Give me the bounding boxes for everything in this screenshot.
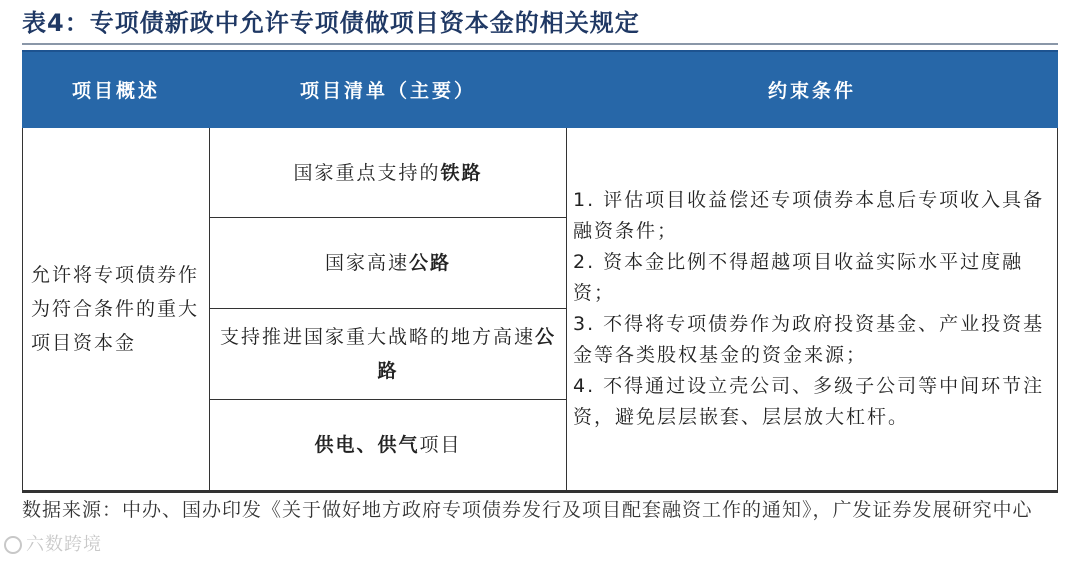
overview-text: 允许将专项债券作为符合条件的重大项目资本金 [31, 264, 200, 354]
project-item-keyword: 铁路 [440, 161, 483, 184]
constraint-item: 4. 不得通过设立壳公司、多级子公司等中间环节注资，避免层层嵌套、层层放大杠杆。 [573, 375, 1045, 428]
project-item-railway [210, 128, 566, 218]
constraint-item: 2. 资本金比例不得超越项目收益实际水平过度融资； [573, 251, 1024, 304]
project-item-power-gas [210, 400, 566, 490]
regulation-table [22, 50, 1058, 492]
project-item-keyword: 供电、供气 [314, 434, 420, 456]
constraint-item: 1. 评估项目收益偿还专项债券本息后专项收入具备融资条件； [573, 189, 1045, 242]
table-body [22, 128, 1058, 491]
project-item-text: 国家高速 [324, 252, 409, 274]
header-constraints: 约束条件 [767, 80, 856, 102]
overview-cell [23, 128, 210, 490]
constraints-list [567, 185, 1057, 433]
project-item-keyword: 公路 [377, 326, 557, 382]
project-item-text: 支持推进国家重大战略的地方高速 [219, 326, 535, 348]
header-project-list: 项目清单（主要） [299, 80, 476, 102]
project-item-local-highway [210, 309, 566, 400]
table-header [22, 50, 1058, 130]
constraints-cell [567, 128, 1057, 490]
project-item-text: 国家重点支持的 [293, 161, 441, 184]
title-divider [22, 43, 1058, 45]
watermark [4, 530, 102, 556]
constraint-item: 3. 不得将专项债券作为政府投资基金、产业投资基金等各类股权基金的资金来源； [573, 313, 1045, 366]
source-note: 数据来源：中办、国办印发《关于做好地方政府专项债券发行及项目配套融资工作的通知》，广发证券发展研究中心 [22, 499, 1033, 521]
header-overview: 项目概述 [71, 80, 160, 102]
watermark-logo-icon [4, 536, 22, 554]
project-list-column [210, 128, 567, 490]
watermark-text: 六数跨境 [26, 534, 102, 555]
project-item-highway [210, 218, 566, 309]
table-title: 表4：专项债新政中允许专项债做项目资本金的相关规定 [22, 9, 640, 37]
table-bottom-rule [22, 491, 1058, 493]
project-item-text: 项目 [419, 434, 462, 456]
project-item-keyword: 公路 [409, 252, 452, 274]
